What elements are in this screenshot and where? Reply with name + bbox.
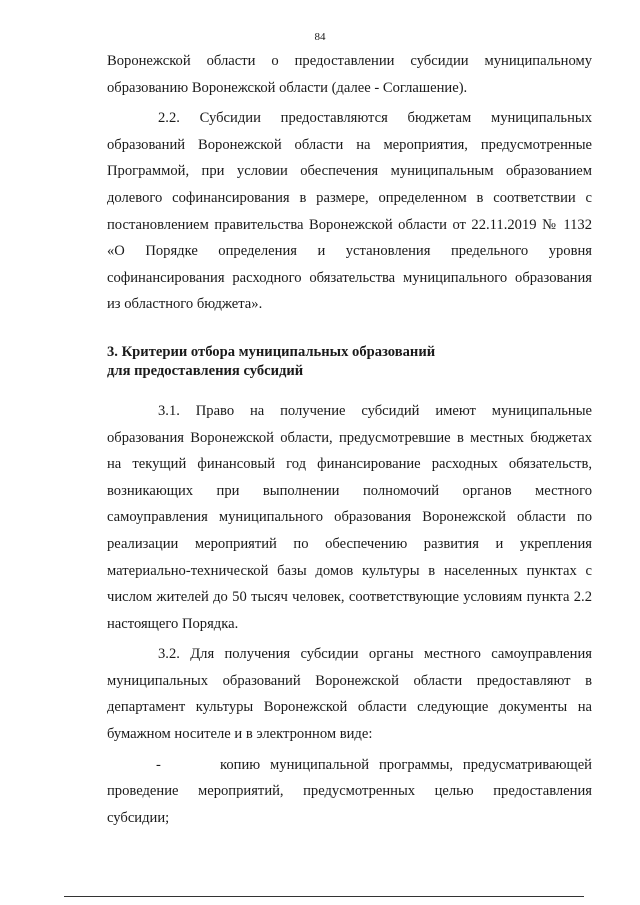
page-number: 84 (314, 31, 326, 43)
section-heading (107, 343, 592, 381)
paragraph-continuation: Воронежской области о предоставлении субсидии муниципальному образованию Воронежской области (далее - Соглашение). (107, 53, 592, 96)
bullet-text: копию муниципальной программы, предусматривающей проведение мероприятий, предусмотренных целью предоставления субсидии; (107, 756, 592, 826)
section-heading-line-2: для предоставления субсидий (107, 362, 304, 379)
document-body (107, 48, 592, 831)
paragraph-3-1: 3.1. Право на получение субсидий имеют муниципальные образования Воронежской области, предусмотревшие в местных бюджетах на текущий финансовый год финансирование расходных обязательств, возникающих при выполнении полномочий органов местного самоуправления муниципального образования Воронежской области по реализации мероприятий по обеспечению развития и укрепления материально-технической базы домов культуры в населенных пунктах с числом жителей до 50 тысяч человек, соответствующие условиям пункта 2.2 настоящего Порядка. (107, 402, 592, 632)
paragraph-3-2: 3.2. Для получения субсидии органы местного самоуправления муниципальных образований Воронежской области предоставляют в департамент культуры Воронежской области следующие документы на бумажном носителе и в электронном виде: (107, 646, 592, 743)
bullet-item (107, 752, 592, 832)
section-heading-line-1: 3. Критерии отбора муниципальных образований (107, 343, 436, 360)
bullet-marker: - (156, 756, 161, 773)
paragraph-2-2: 2.2. Субсидии предоставляются бюджетам муниципальных образований Воронежской области на мероприятия, предусмотренные Программой, при условии обеспечения муниципальным образованием долевого софинансирования в размере, определенном в соответствии с постановлением правительства Воронежской области от 22.11.2019 № 1132 «О Порядке определения и установления предельного уровня софинансирования расходного обязательства муниципального образования из областного бюджета». (107, 110, 592, 313)
bottom-rule (64, 896, 584, 897)
